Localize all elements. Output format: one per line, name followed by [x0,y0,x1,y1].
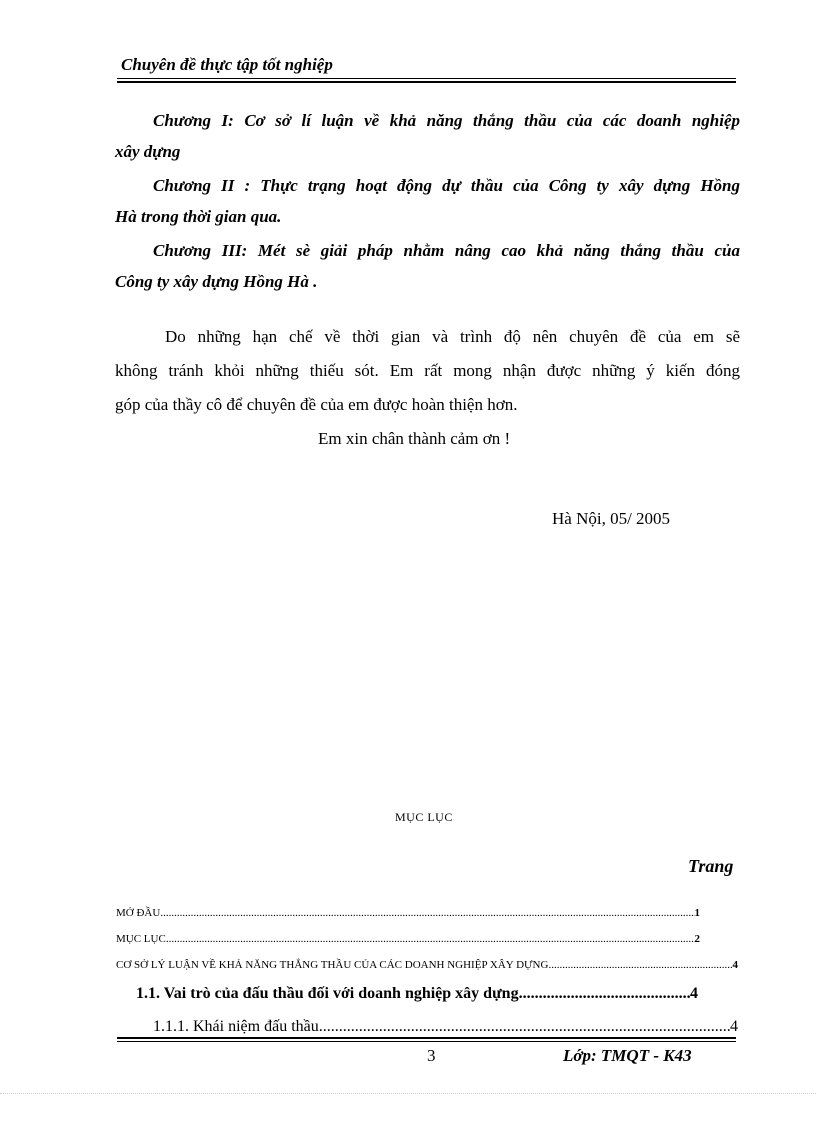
toc-title: MỤC LỤC [395,810,453,824]
header-title: Chuyên đề thực tập tốt nghiệp [121,55,333,74]
footer-class-label: Lớp: TMQT - K43 [563,1046,692,1065]
toc-entry-label: 1.1. Vai trò của đấu thầu đối với doanh nghiệp xây dựng [136,985,519,1002]
page-bottom-divider [0,1093,816,1094]
toc-entry-page: 4 [730,1018,738,1035]
toc-entry-label: 1.1.1. Khái niệm đấu thầu. [153,1018,323,1035]
toc-entry-4[interactable] [136,985,698,1003]
chapter-3-line-1: Chương III: Mét sè giải pháp nhằm nâng cao khả năng thắng thầu của [153,241,740,260]
toc-leader [166,933,695,945]
chapter-1-line-2: xây dựng [115,142,181,161]
toc-entry-label: MỞ ĐẦU [116,907,161,919]
chapter-2-line-1: Chương II : Thực trạng hoạt động dự thầu của Công ty xây dựng Hồng [153,176,740,195]
footer-page-number: 3 [427,1046,436,1065]
header-rule-bottom [117,81,736,83]
toc-leader [323,1018,730,1036]
toc-entry-3[interactable] [116,959,738,971]
toc-entry-label: CƠ SỞ LÝ LUẬN VỀ KHẢ NĂNG THẮNG THẦU CỦA CÁC DOANH NGHIỆP XÂY DỰNG [116,959,549,971]
body-line-1: Do những hạn chế về thời gian và trình độ nên chuyên đề của em sẽ [165,327,740,346]
toc-entry-label: MỤC LỤC [116,933,166,945]
toc-leader [160,907,694,919]
header-rule-top [117,78,736,79]
body-line-3: góp của thầy cô để chuyên đề của em được hoàn thiện hơn. [115,395,518,414]
chapter-1-line-1: Chương I: Cơ sở lí luận về khả năng thắng thầu của các doanh nghiệp [153,111,740,130]
chapter-2-line-2: Hà trong thời gian qua. [115,207,282,226]
footer-rule-bottom [117,1041,736,1042]
footer-rule-top [117,1037,736,1039]
toc-entry-1[interactable] [116,907,700,919]
toc-entry-page: 4 [732,959,738,971]
thanks-line: Em xin chân thành cảm ơn ! [318,429,511,448]
toc-leader [519,985,690,1003]
toc-entry-page: 4 [690,985,698,1002]
date-line: Hà Nội, 05/ 2005 [552,509,671,528]
toc-entry-5[interactable] [153,1018,738,1036]
toc-entry-page: 1 [694,907,700,919]
toc-entry-2[interactable] [116,933,700,945]
body-line-2: không tránh khỏi những thiếu sót. Em rất mong nhận được những ý kiến đóng [115,361,740,380]
toc-entry-page: 2 [694,933,700,945]
toc-leader [548,959,732,971]
chapter-3-line-2: Công ty xây dựng Hồng Hà . [115,272,318,291]
toc-page-heading: Trang [688,856,734,876]
